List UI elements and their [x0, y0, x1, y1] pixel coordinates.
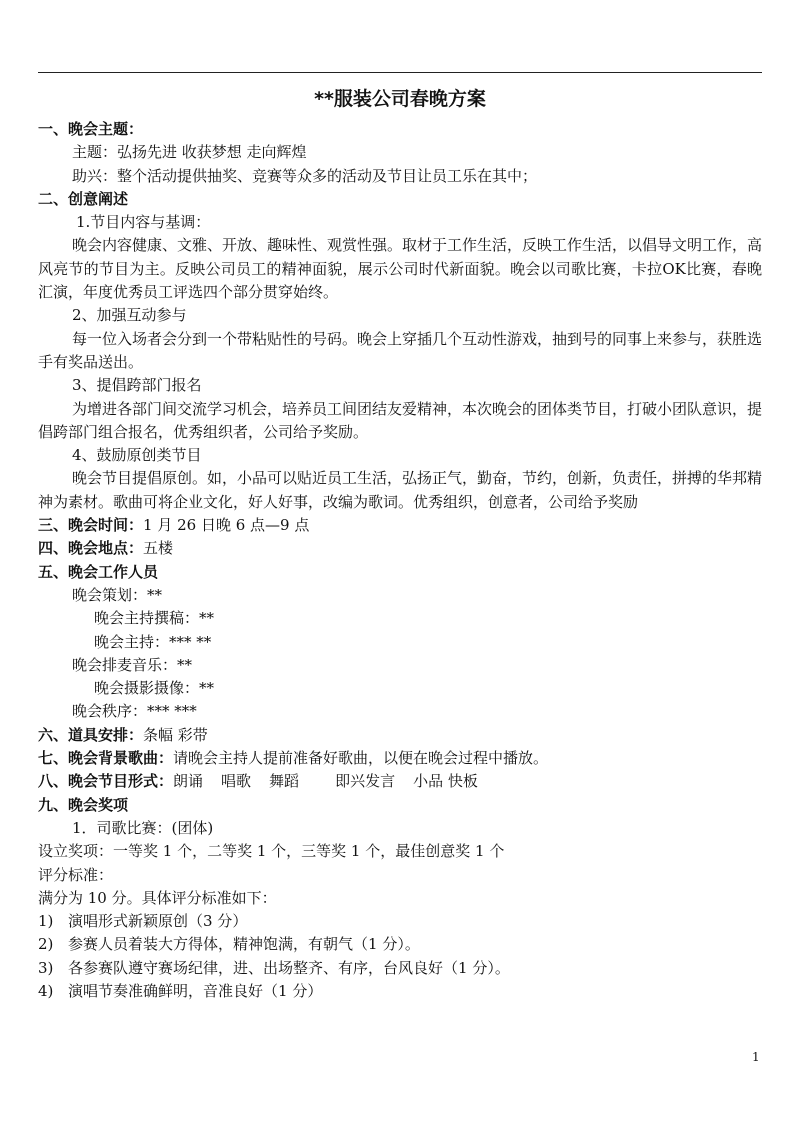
page-number: 1 [752, 1050, 760, 1064]
staff-planning: 晚会策划：** [72, 585, 163, 604]
section-3-line [38, 514, 762, 537]
staff-photo: 晚会摄影摄像：** [94, 679, 215, 698]
section-4-line [38, 537, 762, 560]
props-value: 条幅 彩带 [143, 725, 208, 744]
criteria-item: 3) 各参赛队遵守赛场纪律，进、出场整齐、有序，台风良好（1 分）。 [38, 958, 510, 977]
event-time: 1 月 26 日晚 6 点—9 点 [143, 516, 310, 535]
document-title: **服装公司春晚方案 [314, 88, 486, 110]
subsection-1-body: 晚会内容健康、文雅、开放、趣味性、观赏性强。取材于工作生活，反映工作生活，以倡导文明工作，高风亮节的节目为主。反映公司员工的精神面貌，展示公司时代新面貌。晚会以司歌比赛，卡拉OK比赛，春晚汇演，年度优秀员工评选四个部分贯穿始终。 [38, 236, 763, 302]
section-2-heading: 二、创意阐述 [38, 189, 129, 208]
full-score-line: 满分为 10 分。具体评分标准如下： [38, 888, 277, 907]
header-rule [38, 72, 762, 73]
background-music-value: 请晚会主持人提前准备好歌曲，以便在晚会过程中播放。 [173, 749, 549, 768]
subsection-1-title: 1.节目内容与基调： [76, 213, 211, 232]
section-6-line [38, 724, 762, 747]
section-8-heading: 八、晚会节目形式： [38, 772, 174, 791]
staff-host-writer: 晚会主持撰稿：** [94, 609, 215, 628]
form-item: 即兴发言 [335, 772, 396, 791]
staff-host: 晚会主持：*** ** [94, 632, 212, 651]
section-9-heading: 九、晚会奖项 [38, 795, 129, 814]
form-item: 快板 [447, 772, 478, 791]
subsection-4-title: 4、鼓励原创类节目 [72, 446, 202, 465]
subsection-2-body: 每一位入场者会分到一个带粘贴性的号码。晚会上穿插几个互动性游戏，抽到号的同事上来参与，获胜选手有奖品送出。 [38, 329, 763, 371]
awards-line: 设立奖项：一等奖 1 个，二等奖 1 个，三等奖 1 个，最佳创意奖 1 个 [38, 842, 505, 861]
staff-music: 晚会排麦音乐：** [72, 655, 193, 674]
section-3-heading: 三、晚会时间： [38, 516, 144, 535]
theme-line: 主题：弘扬先进 收获梦想 走向辉煌 [72, 143, 307, 162]
subsection-4-body: 晚会节目提倡原创。如，小品可以贴近员工生活，弘扬正气，勤奋，节约，创新，负责任，拼搏的华邦精神为素材。歌曲可将企业文化，好人好事，改编为歌词。优秀组织，创意者，公司给予奖励 [38, 469, 763, 511]
criteria-label: 评分标准： [38, 865, 114, 884]
subsection-3-body: 为增进各部门间交流学习机会，培养员工间团结友爱精神，本次晚会的团体类节目，打破小团队意识，提倡跨部门组合报名，优秀组织者，公司给予奖励。 [38, 399, 763, 441]
staff-order: 晚会秩序：*** *** [72, 702, 197, 721]
section-6-heading: 六、道具安排： [38, 725, 144, 744]
section-4-heading: 四、晚会地点： [38, 539, 144, 558]
section-8-line [38, 770, 762, 793]
section-7-line [38, 747, 762, 770]
form-item: 朗诵 [173, 772, 204, 791]
section-5-heading: 五、晚会工作人员 [38, 562, 159, 581]
form-item: 舞蹈 [269, 772, 300, 791]
award-item-1: 1．司歌比赛：(团体) [72, 818, 214, 837]
event-location: 五楼 [143, 539, 174, 558]
subsection-2-title: 2、加强互动参与 [72, 306, 187, 325]
document-body [38, 118, 762, 1003]
section-7-heading: 七、晚会背景歌曲： [38, 749, 174, 768]
criteria-item: 2) 参赛人员着装大方得体，精神饱满，有朝气（1 分）。 [38, 935, 420, 954]
subsection-3-title: 3、提倡跨部门报名 [72, 376, 202, 395]
criteria-item: 4) 演唱节奏准确鲜明，音准良好（1 分） [38, 981, 323, 1000]
criteria-item: 1) 演唱形式新颖原创（3 分） [38, 912, 248, 931]
form-item: 小品 [413, 772, 444, 791]
section-1-heading: 一、晚会主题： [38, 120, 144, 138]
form-item: 唱歌 [221, 772, 252, 791]
support-line: 助兴：整个活动提供抽奖、竞赛等众多的活动及节目让员工乐在其中； [72, 166, 538, 185]
